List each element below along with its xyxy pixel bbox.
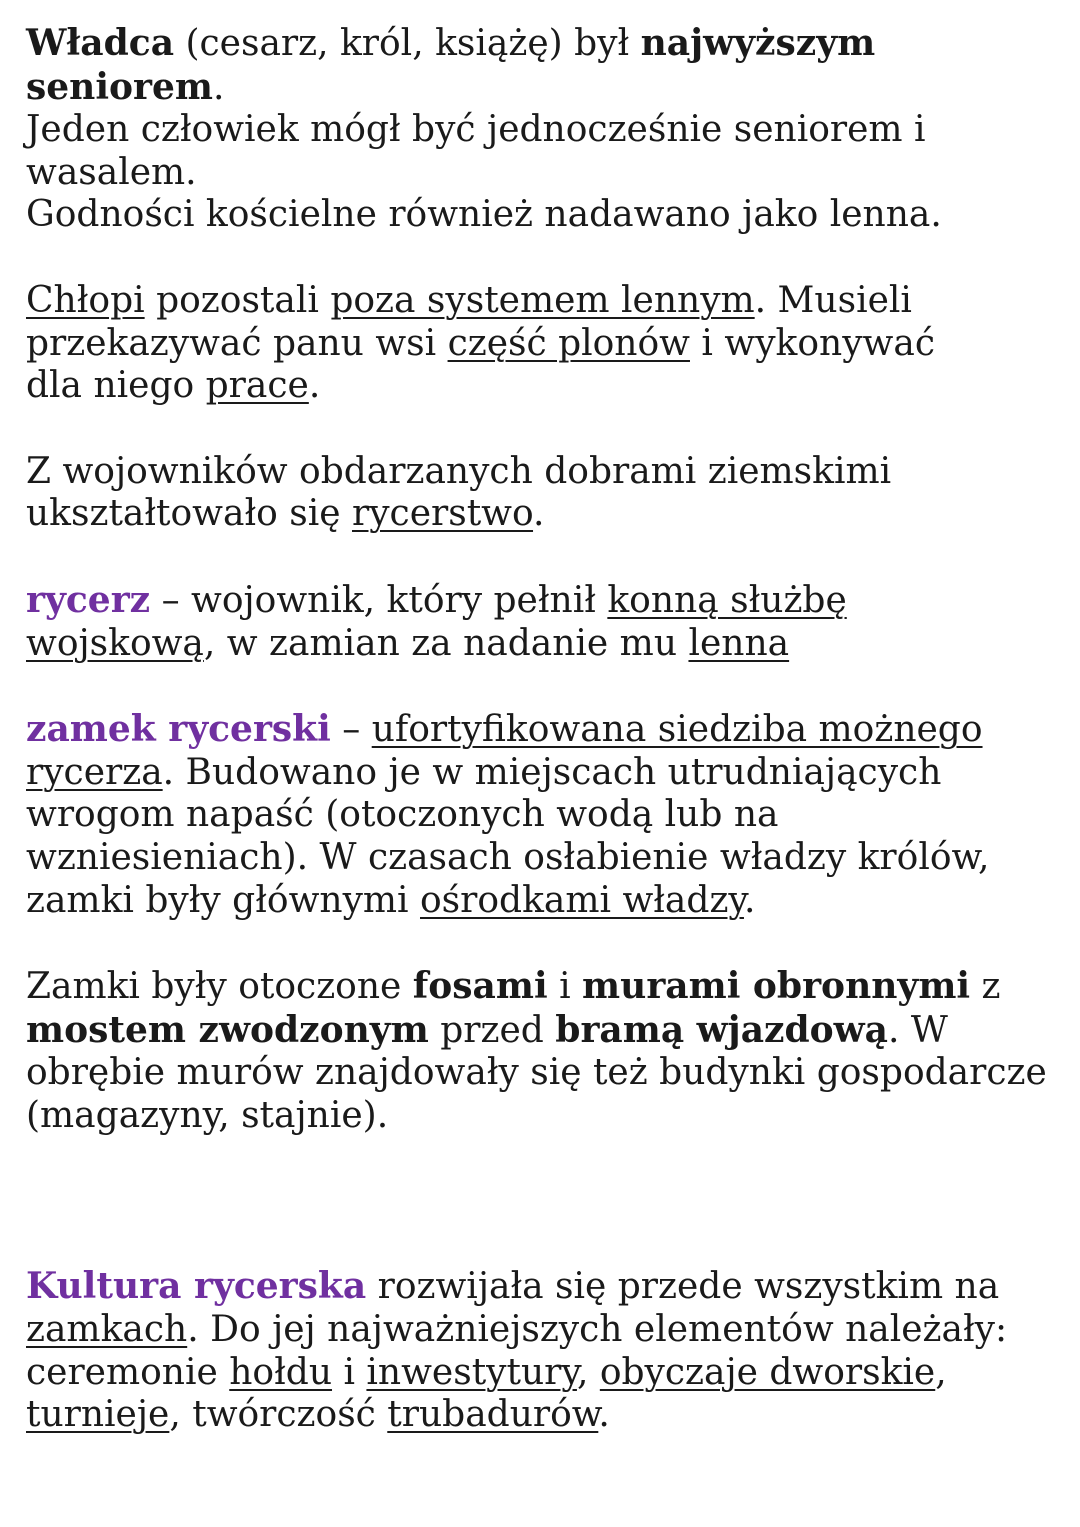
text-segment: ,	[935, 1351, 947, 1393]
spacer	[26, 922, 1066, 965]
text-segment: i wykonywać dla niego	[26, 322, 935, 407]
paragraph-knight-definition	[26, 579, 1036, 665]
text-segment: – wojownik, który pełnił	[150, 579, 608, 621]
spacer	[26, 237, 1066, 280]
text-segment: (cesarz, król, książę) był	[174, 23, 641, 64]
underlined-osrodki-wladzy: ośrodkami władzy	[420, 879, 744, 921]
paragraph-knightly-culture	[26, 1265, 1016, 1436]
paragraph-peasants	[26, 280, 986, 408]
text-segment: pozostali	[144, 279, 331, 321]
text-segment: . Do jej najważniejszych elementów należały: ceremonie	[26, 1309, 1008, 1393]
text-segment: –	[330, 709, 372, 751]
keyword-most-zwodzony: mostem zwodzonym	[26, 1008, 429, 1051]
keyword-wladca: Władca	[26, 22, 175, 64]
text-segment: i	[332, 1351, 367, 1393]
spacer	[26, 408, 1066, 451]
text-segment: z	[970, 966, 1001, 1008]
underlined-poza-systemem: poza systemem lennym	[330, 279, 755, 321]
text-segment: .	[213, 66, 225, 108]
text-segment: .	[308, 365, 321, 407]
underlined-turnieje: turnieje	[26, 1394, 170, 1436]
keyword-brama-wjazdowa: bramą wjazdową	[555, 1008, 888, 1051]
spacer	[26, 665, 1066, 708]
text-segment: .	[533, 493, 545, 535]
paragraph-ruler	[26, 22, 1066, 109]
paragraph-senior-vassal: Jeden człowiek mógł być jednocześnie seniorem i wasalem.	[26, 109, 926, 193]
underlined-ufortyfikowana-siedziba: ufortyfikowana siedziba możnego rycerza	[26, 709, 983, 793]
keyword-fosy: fosami	[412, 965, 548, 1008]
underlined-rycerstwo: rycerstwo	[352, 493, 534, 535]
paragraph-church-fiefs: Godności kościelne również nadawano jako lenna.	[26, 194, 942, 236]
underlined-trubadurow: trubadurów	[387, 1394, 599, 1436]
underlined-czesc-plonow: część plonów	[447, 322, 690, 364]
text-segment: . W obrębie murów znajdowały się też budynki gospodarcze (magazyny, stajnie).	[26, 1009, 1047, 1136]
underlined-prace: prace	[205, 365, 309, 407]
underlined-konna-sluzba: konną służbę wojskową	[26, 579, 847, 664]
spacer	[26, 1137, 1066, 1265]
underlined-chlopi: Chłopi	[26, 279, 145, 321]
text-segment: rozwijała się przede wszystkim na	[366, 1266, 1000, 1308]
text-segment: Zamki były otoczone	[26, 966, 413, 1008]
spacer	[26, 536, 1066, 579]
paragraph-castle-structure	[26, 965, 1066, 1137]
term-zamek-rycerski: zamek rycerski	[26, 708, 331, 751]
text-segment: . Musieli przekazywać panu wsi	[26, 279, 912, 364]
keyword-najwyzszy-senior: najwyższym seniorem	[26, 22, 876, 108]
text-segment: .	[743, 879, 756, 921]
text-segment: . Budowano je w miejscach utrudniających wrogom napaść (otoczonych wodą lub na wzniesieniach). W czasach osłabienie władzy królów, zamki były głównymi	[26, 751, 990, 921]
text-segment: ,	[576, 1351, 600, 1393]
text-segment: i	[547, 966, 583, 1008]
paragraph-castle-definition	[26, 708, 1066, 922]
underlined-obyczaje-dworskie: obyczaje dworskie	[599, 1351, 936, 1393]
underlined-holdu: hołdu	[229, 1351, 333, 1393]
text-segment: , w zamian za nadanie mu	[203, 622, 689, 664]
underlined-lenna: lenna	[688, 622, 790, 664]
term-kultura-rycerska: Kultura rycerska	[26, 1265, 367, 1308]
paragraph-knighthood	[26, 451, 906, 536]
text-segment: , twórczość	[169, 1394, 388, 1436]
text-segment: przed	[428, 1009, 556, 1051]
text-segment: Z wojowników obdarzanych dobrami ziemskimi ukształtowało się	[26, 450, 892, 535]
note-page	[26, 22, 1066, 1437]
text-segment: .	[598, 1394, 610, 1436]
underlined-zamkach: zamkach	[26, 1309, 188, 1351]
keyword-mury-obronne: murami obronnymi	[582, 965, 971, 1008]
term-rycerz: rycerz	[26, 578, 151, 621]
underlined-inwestytury: inwestytury	[366, 1351, 577, 1393]
